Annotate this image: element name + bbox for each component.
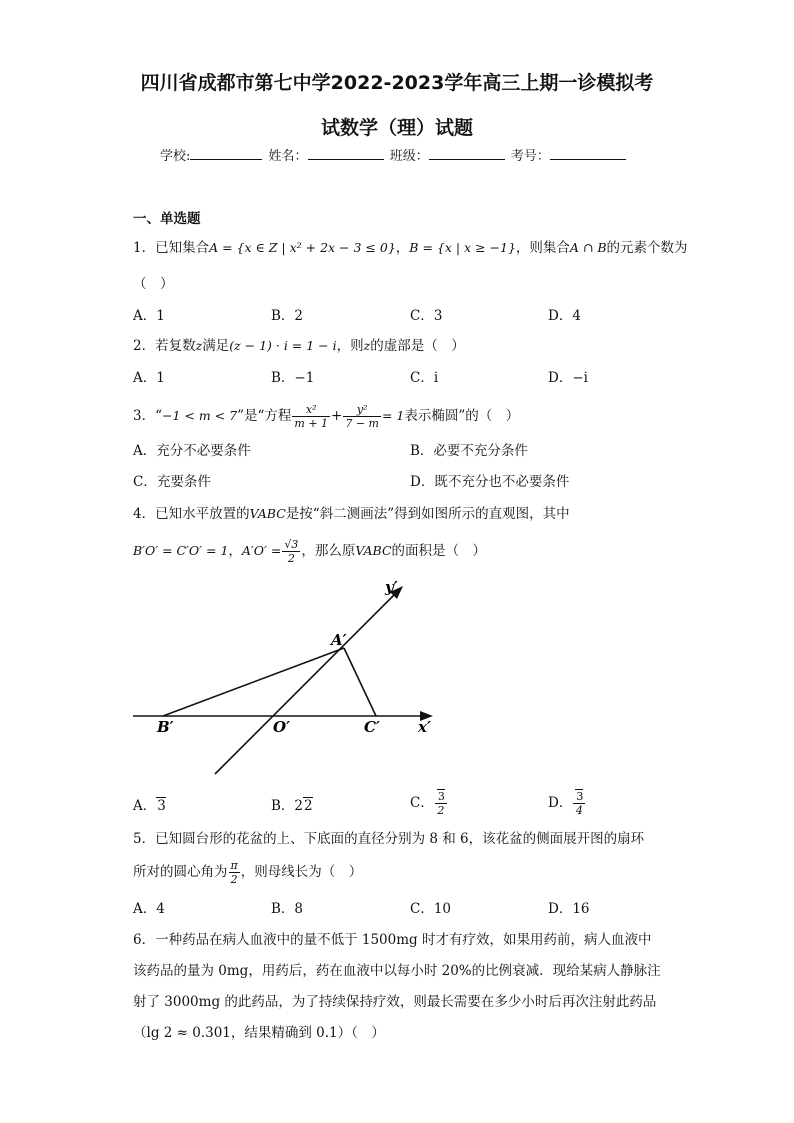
- q4-figure: [133, 570, 443, 776]
- point-a-label: A′: [331, 631, 347, 649]
- q1-paren: （ ）: [133, 276, 174, 292]
- q4-option-c[interactable]: C． $\frac{3}{2}$: [410, 790, 445, 817]
- point-c-label: C′: [364, 718, 380, 736]
- q5-option-b[interactable]: B．8: [271, 901, 304, 917]
- q2-option-a[interactable]: A．1: [133, 370, 165, 386]
- exam-title-line2: 试数学（理）试题: [320, 117, 473, 139]
- school-field[interactable]: [190, 145, 262, 160]
- point-o-label: O′: [273, 718, 291, 736]
- x-axis-label: x′: [418, 718, 431, 736]
- y-axis-line: [215, 594, 395, 774]
- q1-option-c[interactable]: C．3: [410, 308, 443, 324]
- q2-option-d[interactable]: D．−i: [548, 370, 588, 386]
- q4-stem-line2: B′O′ = C′O′ = 1，A′O′ = $\frac{√3}{2}$ ，那么原VABC的面积是（ ）: [133, 538, 487, 565]
- q4-option-b[interactable]: B．22: [271, 798, 313, 814]
- q3-option-b[interactable]: B．必要不充分条件: [410, 443, 528, 459]
- student-info-row: [160, 145, 628, 164]
- q1-option-a[interactable]: A．1: [133, 308, 165, 324]
- q3-stem: 3．“−1 < m < 7”是“方程 $\frac{\text{x²}}{m + 1}$ + $\frac{\text{y²}}{7 - m}$ = 1表示椭圆”的（ ）: [133, 403, 520, 430]
- q3-condition: −1 < m < 7: [162, 408, 238, 423]
- q2-option-c[interactable]: C．i: [410, 370, 439, 386]
- class-label: 班级：: [389, 149, 429, 164]
- q5-option-a[interactable]: A．4: [133, 901, 165, 917]
- school-label: 学校:: [160, 149, 191, 164]
- q1-set-a: A = {x ∈ Z | x² + 2x − 3 ≤ 0}: [209, 240, 396, 255]
- q3-fraction-y: $\frac{\text{y²}}{7 - m}$: [345, 403, 379, 430]
- name-label: 姓名：: [268, 149, 308, 164]
- q5-stem-line2: 所对的圆心角为 $\frac{\pi}{2}$ ，则母线长为（ ）: [133, 859, 363, 886]
- exam-no-label: 考号：: [510, 149, 550, 164]
- q1-stem: 1．已知集合A = {x ∈ Z | x² + 2x − 3 ≤ 0}，B = {x | x ≥ −1}，则集合A ∩ B的元素个数为: [133, 240, 688, 256]
- q1-set-b: B = {x | x ≥ −1}: [409, 240, 516, 255]
- q4-option-d[interactable]: D． $\frac{3}{4}$: [548, 790, 584, 817]
- q2-option-b[interactable]: B．−1: [271, 370, 315, 386]
- section-title: 一、单选题: [133, 211, 201, 227]
- q5-fraction: $\frac{\pi}{2}$: [230, 859, 238, 886]
- q5-option-c[interactable]: C．10: [410, 901, 452, 917]
- q6-stem-line1: 6．一种药品在病人血液中的量不低于 1500mg 时才有疗效，如果用药前，病人血液中: [133, 932, 652, 948]
- q3-option-a[interactable]: A．充分不必要条件: [133, 443, 251, 459]
- exam-no-field[interactable]: [550, 145, 626, 160]
- segment-b-a: [163, 648, 344, 716]
- q3-fraction-x: $\frac{\text{x²}}{m + 1}$: [294, 403, 329, 430]
- q6-stem-line4: （lg 2 ≈ 0.301，结果精确到 0.1）（ ）: [133, 1025, 385, 1041]
- name-field[interactable]: [308, 145, 384, 160]
- q6-stem-line2: 该药品的量为 0mg，用药后，药在血液中以每小时 20%的比例衰减．现给某病人静脉注: [133, 963, 661, 979]
- q3-option-d[interactable]: D．既不充分也不必要条件: [410, 474, 570, 490]
- q5-stem-line1: 5．已知圆台形的花盆的上、下底面的直径分别为 8 和 6，该花盆的侧面展开图的扇环: [133, 831, 645, 847]
- q2-stem: 2．若复数z满足(z − 1) · i = 1 − i，则z的虚部是（ ）: [133, 338, 465, 354]
- segment-a-c: [344, 648, 376, 716]
- q6-stem-line3: 射了 3000mg 的此药品，为了持续保持疗效，则最长需要在多少小时后再次注射此药品: [133, 994, 657, 1010]
- q3-option-c[interactable]: C．充要条件: [133, 474, 211, 490]
- class-field[interactable]: [429, 145, 505, 160]
- q1-option-d[interactable]: D．4: [548, 308, 581, 324]
- q5-option-d[interactable]: D．16: [548, 901, 590, 917]
- q2-equation: (z − 1) · i = 1 − i: [229, 338, 337, 353]
- point-b-label: B′: [157, 718, 174, 736]
- y-axis-label: y′: [385, 578, 398, 596]
- q4-option-a[interactable]: A．3: [133, 798, 166, 814]
- q4-stem-line1: 4．已知水平放置的VABC是按“斜二测画法”得到如图所示的直观图，其中: [133, 506, 570, 522]
- q4-fraction: $\frac{√3}{2}$: [284, 538, 299, 565]
- exam-title-line1: 四川省成都市第七中学2022-2023学年高三上期一诊模拟考: [140, 72, 654, 94]
- q1-option-b[interactable]: B．2: [271, 308, 304, 324]
